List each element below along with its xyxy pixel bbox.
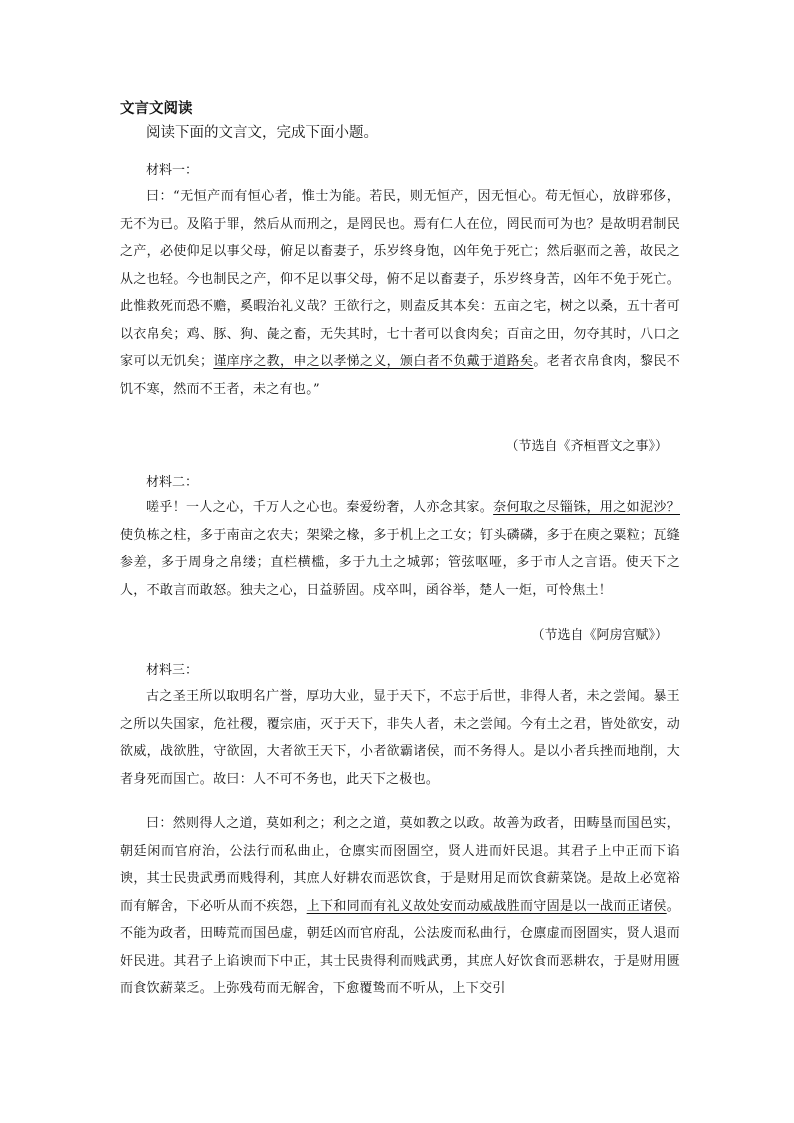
- material1-text: [120, 183, 680, 403]
- material3-paragraph-1: 古之圣王所以取明名广誉，厚功大业，显于天下，不忘于后世，非得人者，未之尝闻。暴王之所以失国家，危社稷，覆宗庙，灭于天下，非失人者，未之尝闻。今有土之君，皆处欲安，动欲威，战欲胜，守欲固，大者欲王天下，小者欲霸诸侯，而不务得人。是以小者兵挫而地削，大者身死而国亡。故曰：人不可不务也，此天下之极也。: [120, 689, 680, 787]
- material2-text-b: 使负栋之柱，多于南亩之农夫；架梁之椽，多于机上之工女；钉头磷磷，多于在庾之粟粒；瓦缝参差，多于周身之帛缕；直栏横槛，多于九土之城郭；管弦呕哑，多于市人之言语。使天下之人，不敢言而敢怒。独夫之心，日益骄固。戍卒叫，函谷举，楚人一炬，可怜焦土！: [120, 527, 680, 598]
- material2-source: （节选自《阿房宫赋》）: [531, 628, 668, 643]
- material3-underlined-sentence: 上下和同而有礼义故处安而动威战胜而守固是以一战而正诸侯: [306, 898, 667, 914]
- material3-text-a: 曰：然则得人之道，莫如利之；利之之道，莫如教之以政。故善为政者，田畴垦而国邑实，朝廷闲而官府治，公法行而私曲止，仓廪实而囹圄空，贤人进而奸民退。其君子上中正而下谄谀，其士民贵武勇而贱得利，其庶人好耕农而恶饮食，于是财用足而饮食薪菜饶。是故上必宽裕而有解舍，下必听从而不疾怨，: [120, 816, 680, 914]
- material1-underlined-sentence: 谨庠序之教，申之以孝悌之义，颁白者不负戴于道路矣: [213, 354, 534, 369]
- material3-label: 材料三：: [146, 663, 199, 678]
- material1-text-a: 曰：“无恒产而有恒心者，惟士为能。若民，则无恒产，因无恒心。苟无恒心，放辟邪侈，无不为已。及陷于罪，然后从而刑之，是罔民也。焉有仁人在位，罔民而可为也？是故明君制民之产，必使仰足以事父母，俯足以畜妻子，乐岁终身饱，凶年免于死亡；然后驱而之善，故民之从之也轻。今也制民之产，仰不足以事父母，俯不足以畜妻子，乐岁终身苦，凶年不免于死亡。此惟救死而恐不赡，奚暇治礼义哉？王欲行之，则盍反其本矣：五亩之宅，树之以桑，五十者可以衣帛矣；鸡、豚、狗、彘之畜，无失其时，七十者可以食肉矣；百亩之田，勿夺其时，八口之家可以无饥矣；: [120, 189, 680, 369]
- material1-text-b: 。老者衣帛食肉，黎民不饥不寒，然而不王者，未之有也。”: [120, 354, 680, 397]
- instruction-text: 阅读下面的文言文，完成下面小题。: [146, 125, 378, 141]
- material2-label: 材料二：: [146, 475, 199, 490]
- material3-text-b: 。不能为政者，田畴荒而国邑虚，朝廷凶而官府乱，公法废而私曲行，仓廪虚而囹圄实，贤人退而奸民进。其君子上谄谀而下中正，其士民贵得利而贱武勇，其庶人好饮食而恶耕农，于是财用匮而食饮薪菜乏。上弥残苟而无解舍，下愈覆鸷而不听从，上下交引: [120, 898, 680, 996]
- material1-label: 材料一：: [146, 163, 199, 178]
- material2-text: [120, 494, 680, 604]
- material1-source: （节选自《齐桓晋文之事》）: [505, 439, 668, 454]
- material3-paragraph-2: [120, 810, 680, 1003]
- material2-underlined-sentence: 奈何取之尽锱铢，用之如泥沙？: [493, 500, 680, 515]
- material2-text-a: 嗟乎！一人之心，千万人之心也。秦爱纷奢，人亦念其家。: [146, 500, 494, 515]
- section-title: 文言文阅读: [120, 101, 193, 117]
